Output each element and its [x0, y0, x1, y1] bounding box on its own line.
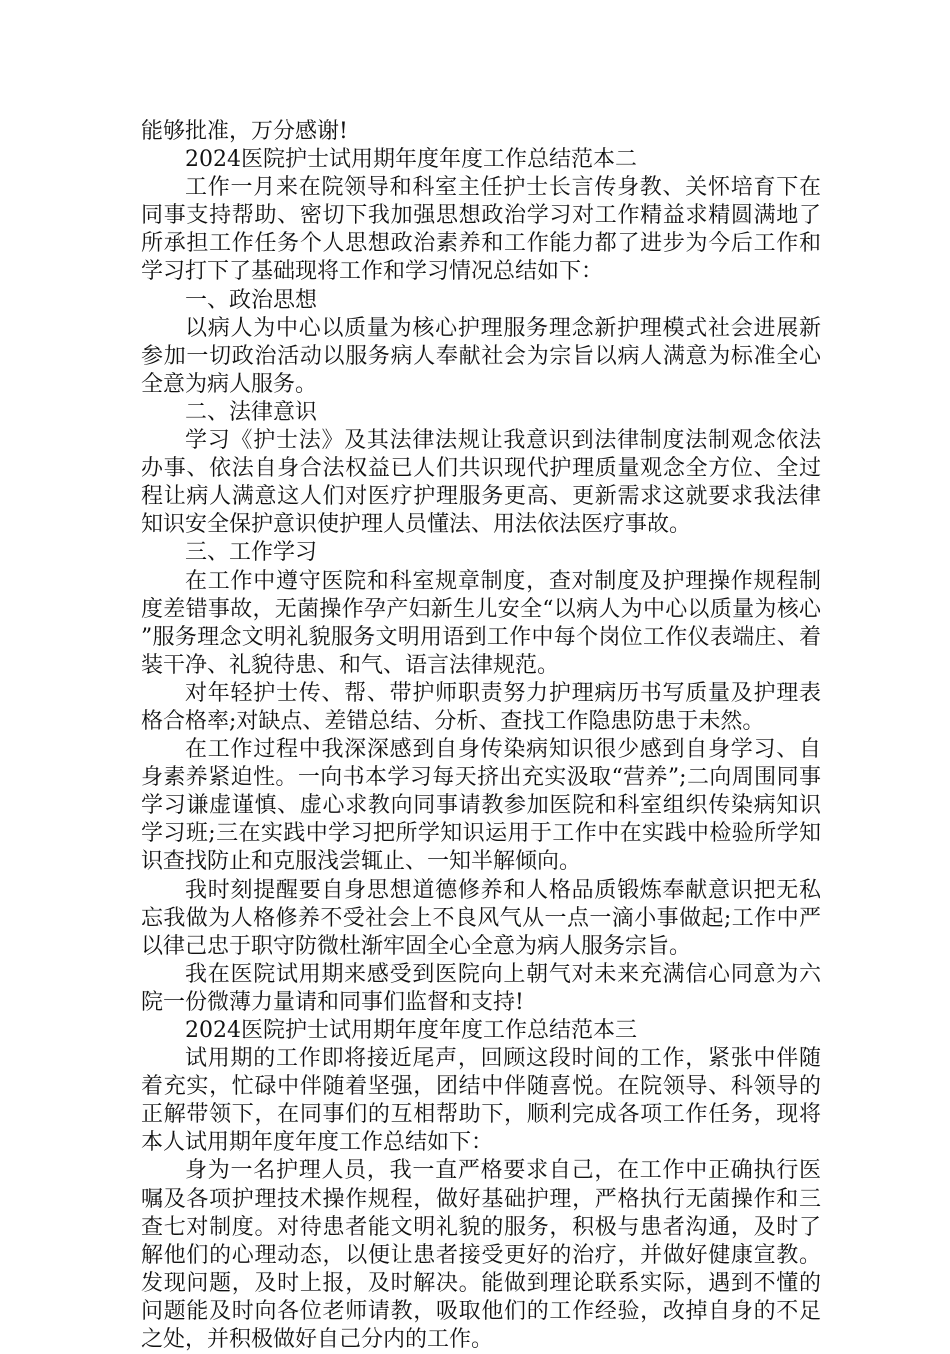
heading-political-thought: 一、政治思想	[185, 287, 318, 313]
paragraph-work-rules: 在工作中遵守医院和科室规章制度，查对制度及护理操作规程制度差错事故，无菌操作孕产妇新生儿安全“以病人为中心以质量为核心”服务理念文明礼貌服务文明用语到工作中每个岗位工作仪表端庄、着装干净、礼貌待患、和气、语言法律规范。	[141, 568, 821, 678]
paragraph-probation-review: 试用期的工作即将接近尾声，回顾这段时间的工作，紧张中伴随着充实，忙碌中伴随着坚强，团结中伴随喜悦。在院领导、科领导的正解带领下，在同事们的互相帮助下，顺利完成各项工作任务，现将本人试用期年度年度工作总结如下：	[141, 1046, 821, 1156]
paragraph-nursing-duties: 身为一名护理人员，我一直严格要求自己，在工作中正确执行医嘱及各项护理技术操作规程，做好基础护理，严格执行无菌操作和三查七对制度。对待患者能文明礼貌的服务，积极与患者沟通，及时了解他们的心理动态，以便让患者接受更好的治疗，并做好健康宣教。发现问题，及时上报，及时解决。能做到理论联系实际，遇到不懂的问题能及时向各位老师请教，吸取他们的工作经验，改掉自身的不足之处，并积极做好自己分内的工作。	[141, 1158, 821, 1353]
paragraph-self-learning: 在工作过程中我深深感到自身传染病知识很少感到自身学习、自身素养紧迫性。一向书本学习每天挤出充实汲取“营养”;二向周围同事学习谦虚谨慎、虚心求教向同事请教参加医院和科室组织传染病知识学习班;三在实践中学习把所学知识运用于工作中在实践中检验所学知识查找防止和克服浅尝辄止、一知半解倾向。	[141, 737, 821, 875]
paragraph-confidence: 我在医院试用期来感受到医院向上朝气对未来充满信心同意为六院一份微薄力量请和同事们监督和支持!	[141, 961, 821, 1015]
paragraph-legal-awareness: 学习《护士法》及其法律法规让我意识到法律制度法制观念依法办事、依法自身合法权益已人们共识现代护理质量观念全方位、全过程让病人满意这人们对医疗护理服务更高、更新需求这就要求我法律知识安全保护意识使护理人员懂法、用法依法医疗事故。	[141, 428, 821, 538]
paragraph-closing-thanks: 能够批准，万分感谢!	[141, 119, 348, 144]
section-title-sample-three: 2024医院护士试用期年度年度工作总结范本三	[185, 1018, 637, 1043]
paragraph-intro: 工作一月来在院领导和科室主任护士长言传身教、关怀培育下在同事支持帮助、密切下我加强思想政治学习对工作精益求精圆满地了所承担工作任务个人思想政治素养和工作能力都了进步为今后工作和学习打下了基础现将工作和学习情况总结如下：	[141, 175, 821, 285]
document-body	[141, 118, 821, 1354]
paragraph-mentoring: 对年轻护士传、帮、带护师职责努力护理病历书写质量及护理表格合格率;对缺点、差错总结、分析、查找工作隐患防患于未然。	[141, 680, 821, 734]
paragraph-moral-cultivation: 我时刻提醒要自身思想道德修养和人格品质锻炼奉献意识把无私忘我做为人格修养不受社会上不良风气从一点一滴小事做起;工作中严以律己忠于职守防微杜渐牢固全心全意为病人服务宗旨。	[141, 877, 821, 959]
heading-legal-awareness: 二、法律意识	[185, 399, 318, 425]
section-title-sample-two: 2024医院护士试用期年度年度工作总结范本二	[185, 147, 637, 173]
paragraph-political-thought: 以病人为中心以质量为核心护理服务理念新护理模式社会进展新参加一切政治活动以服务病人奉献社会为宗旨以病人满意为标准全心全意为病人服务。	[141, 315, 821, 397]
heading-work-study: 三、工作学习	[185, 540, 318, 566]
